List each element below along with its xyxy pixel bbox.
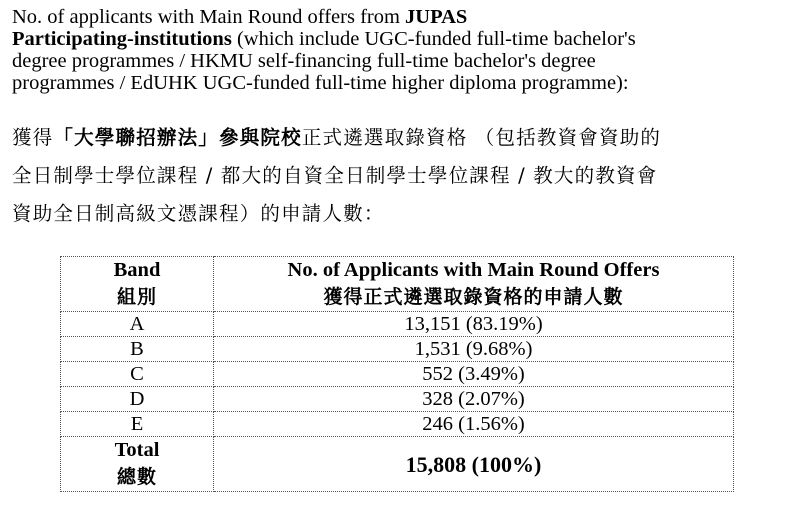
intro-bold-jupas: JUPAS	[405, 6, 468, 28]
value-cell: 1,531 (9.68%)	[214, 337, 734, 362]
intro-line-4: programmes / EdUHK UGC-funded full-time higher diploma programme):	[12, 72, 629, 94]
table-row	[61, 362, 734, 387]
value-cell: 13,151 (83.19%)	[214, 312, 734, 337]
value-cell: 246 (1.56%)	[214, 412, 734, 437]
intro-text-2: (which include UGC-funded full-time bachelor's	[231, 28, 636, 50]
intro-line-2	[12, 28, 782, 50]
intro-zh-line-1	[12, 122, 782, 150]
total-label-cell	[61, 437, 214, 492]
band-cell: C	[61, 362, 214, 387]
intro-zh-line-2: 全日制學士學位課程 / 都大的自資全日制學士學位課程 / 教大的教資會	[12, 164, 658, 187]
count-header-en: No. of Applicants with Main Round Offers	[287, 259, 660, 281]
intro-zh-post: 正式遴選取錄資格 （包括教資會資助的	[301, 126, 662, 149]
band-cell: B	[61, 337, 214, 362]
band-cell: E	[61, 412, 214, 437]
table-row	[61, 337, 734, 362]
value-cell: 552 (3.49%)	[214, 362, 734, 387]
total-row	[61, 437, 734, 492]
intro-zh-pre: 獲得	[12, 126, 54, 149]
intro-line-3: degree programmes / HKMU self-financing full-time bachelor's degree	[12, 50, 596, 72]
intro-zh-bold: 「大學聯招辦法」參與院校	[53, 126, 302, 149]
intro-line-1	[12, 6, 782, 28]
applicants-table	[60, 256, 734, 492]
intro-text: No. of applicants with Main Round offers from	[12, 6, 406, 28]
intro-bold-institutions: Participating-institutions	[12, 28, 232, 50]
band-cell: A	[61, 312, 214, 337]
table-header-row	[61, 257, 734, 312]
total-label-en: Total	[114, 439, 160, 461]
table-row	[61, 412, 734, 437]
band-header-en: Band	[113, 259, 161, 281]
total-value-cell: 15,808 (100%)	[214, 437, 734, 492]
band-header	[61, 257, 214, 312]
value-cell: 328 (2.07%)	[214, 387, 734, 412]
count-header	[214, 257, 734, 312]
total-label-zh: 總數	[116, 466, 157, 488]
band-header-zh: 組別	[116, 286, 157, 308]
band-cell: D	[61, 387, 214, 412]
intro-zh-line-3: 資助全日制高級文憑課程）的申請人數：	[12, 202, 385, 225]
table-row	[61, 387, 734, 412]
intro-english	[12, 6, 782, 94]
count-header-zh: 獲得正式遴選取錄資格的申請人數	[323, 286, 624, 308]
table-row	[61, 312, 734, 337]
